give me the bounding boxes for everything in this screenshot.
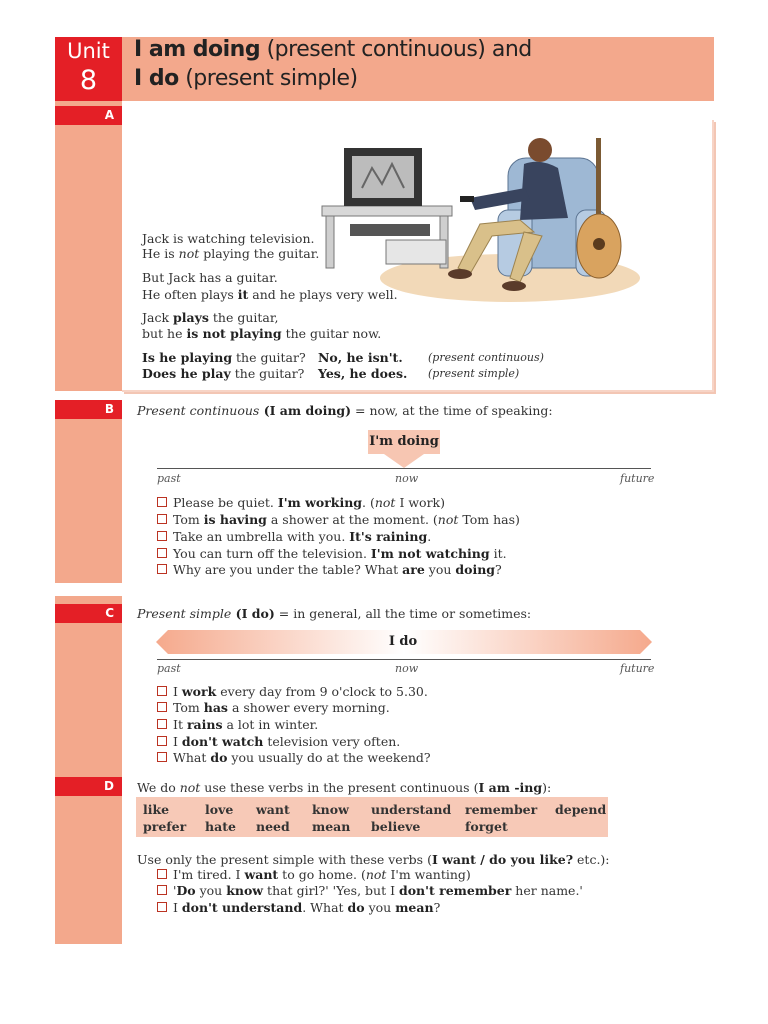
verb-believe: believe <box>371 819 421 834</box>
c-example-1: I work every day from 9 o'clock to 5.30. <box>157 684 428 700</box>
story-line-5: Jack plays the guitar, <box>142 310 279 325</box>
note-1: (present continuous) <box>428 351 544 364</box>
jack-watching-tv-illustration <box>320 128 642 304</box>
now-label-c: now <box>395 662 419 675</box>
section-c-intro: Present simple (I do) = in general, all the time or sometimes: <box>137 606 532 621</box>
future-label-b: future <box>620 472 655 485</box>
verb-need: need <box>256 819 290 834</box>
question-1: Is he playing the guitar? <box>142 350 306 365</box>
d-example-2: 'Do you know that girl?' 'Yes, but I don't remember her name.' <box>157 883 583 899</box>
page-title-line2: I do (present simple) <box>134 66 358 91</box>
verb-like: like <box>143 802 170 817</box>
note-2: (present simple) <box>428 367 520 380</box>
unit-badge <box>55 37 122 101</box>
b-example-5: Why are you under the table? What are you doing? <box>157 562 502 578</box>
page-title-line1: I am doing (present continuous) and <box>134 37 532 62</box>
pill-i-do: I do <box>388 634 418 649</box>
verb-know: know <box>312 802 349 817</box>
sidebar-strip-a <box>55 101 122 391</box>
unit-number: 8 <box>79 65 98 96</box>
d-example-3: I don't understand. What do you mean? <box>157 900 440 916</box>
verb-understand: understand <box>371 802 452 817</box>
story-line-6: but he is not playing the guitar now. <box>142 326 382 341</box>
section-tag-d: D <box>55 777 122 796</box>
past-label-c: past <box>157 662 181 675</box>
section-tag-c: C <box>55 604 122 623</box>
question-2: Does he play the guitar? <box>142 366 305 381</box>
unit-word: Unit <box>67 39 110 63</box>
section-d-intro: We do not use these verbs in the present continuous (I am -ing): <box>137 780 552 795</box>
story-line-4: He often plays it and he plays very well. <box>142 287 398 302</box>
verb-depend: depend <box>555 802 607 817</box>
section-d-usage: Use only the present simple with these verbs (I want / do you like? etc.): <box>137 852 610 867</box>
verb-love: love <box>205 802 234 817</box>
sidebar-strip-cd <box>55 596 122 944</box>
pill-pointer <box>384 454 424 468</box>
now-label-b: now <box>395 472 419 485</box>
verb-hate: hate <box>205 819 236 834</box>
c-example-5: What do you usually do at the weekend? <box>157 750 431 766</box>
story-line-1: Jack is watching television. <box>142 231 315 246</box>
verb-want: want <box>256 802 290 817</box>
b-example-1: Please be quiet. I'm working. (not I work) <box>157 495 445 511</box>
story-line-3: But Jack has a guitar. <box>142 270 278 285</box>
timeline-c <box>157 659 651 660</box>
c-example-4: I don't watch television very often. <box>157 734 400 750</box>
verb-remember: remember <box>465 802 538 817</box>
section-tag-b: B <box>55 400 122 419</box>
verb-mean: mean <box>312 819 351 834</box>
timeline-b <box>157 468 651 469</box>
c-example-2: Tom has a shower every morning. <box>157 700 390 716</box>
section-tag-a: A <box>55 106 122 125</box>
verb-forget: forget <box>465 819 508 834</box>
sidebar-strip-b <box>55 400 122 583</box>
c-example-3: It rains a lot in winter. <box>157 717 318 733</box>
b-example-3: Take an umbrella with you. It's raining. <box>157 529 431 545</box>
d-example-1: I'm tired. I want to go home. (not I'm wanting) <box>157 867 471 883</box>
b-example-2: Tom is having a shower at the moment. (not Tom has) <box>157 512 520 528</box>
answer-1: No, he isn't. <box>318 350 403 365</box>
b-example-4: You can turn off the television. I'm not watching it. <box>157 546 507 562</box>
past-label-b: past <box>157 472 181 485</box>
pill-im-doing: I'm doing <box>368 430 440 454</box>
section-b-intro: Present continuous (I am doing) = now, at the time of speaking: <box>137 403 553 418</box>
story-line-2: He is not playing the guitar. <box>142 246 320 261</box>
verb-prefer: prefer <box>143 819 187 834</box>
answer-2: Yes, he does. <box>318 366 408 381</box>
future-label-c: future <box>620 662 655 675</box>
